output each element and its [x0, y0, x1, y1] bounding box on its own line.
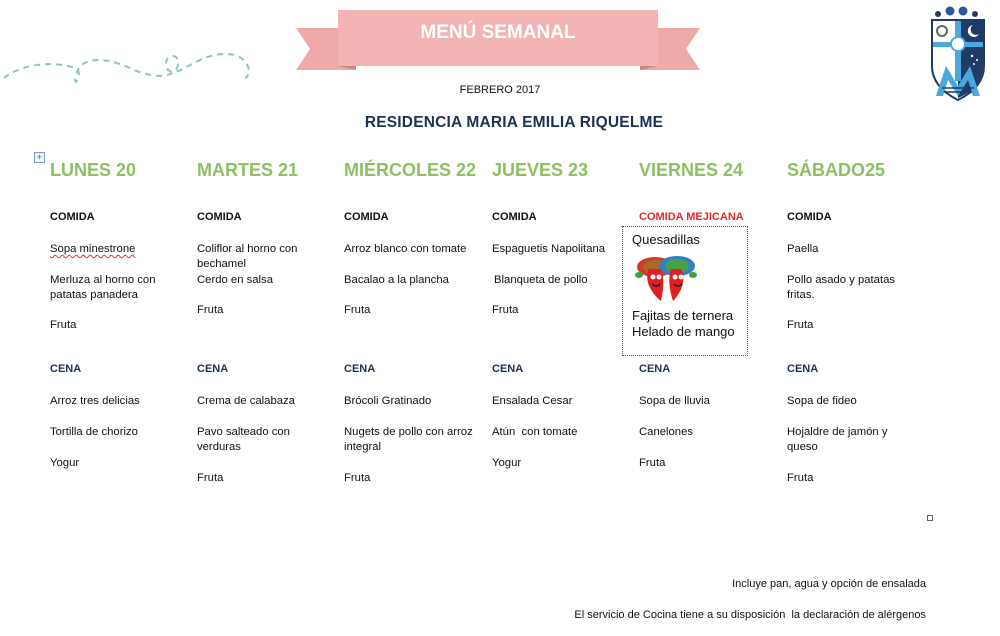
lunch-item: Fajitas de ternera [632, 308, 734, 323]
lunch-item: Fruta [344, 304, 371, 316]
school-crest-icon [928, 4, 988, 102]
lunch-item: Merluza al horno con patatas panadera [50, 274, 156, 301]
lunch-item: Fruta [492, 304, 519, 316]
lunch-item: Sopa minestrone [50, 243, 136, 255]
day-column-monday [50, 160, 190, 469]
lunch-label: COMIDA [344, 211, 389, 223]
dinner-label: CENA [639, 363, 671, 375]
dinner-item: Sopa de lluvia [639, 395, 710, 407]
day-title: LUNES 20 [50, 160, 137, 180]
dashed-squiggle-decoration [0, 20, 260, 90]
dinner-item: Crema de calabaza [197, 395, 295, 407]
day-column-saturday [787, 160, 927, 484]
lunch-item: Helado de mango [632, 324, 735, 339]
lunch-item: Arroz blanco con tomate [344, 243, 467, 255]
month-label: FEBRERO 2017 [459, 84, 541, 96]
mexican-menu-box [622, 226, 748, 356]
footer-note-includes: Incluye pan, agua y opción de ensalada [732, 578, 926, 590]
day-title: MARTES 21 [197, 160, 299, 180]
lunch-label-mexican: COMIDA MEJICANA [639, 211, 744, 223]
dinner-label: CENA [50, 363, 82, 375]
lunch-item: Fruta [50, 319, 77, 331]
residence-name: RESIDENCIA MARIA EMILIA RIQUELME [364, 114, 664, 131]
dinner-item: Yogur [492, 457, 522, 469]
dinner-label: CENA [787, 363, 819, 375]
lunch-label: COMIDA [197, 211, 242, 223]
day-title: SÁBADO25 [787, 160, 886, 180]
dinner-item: Fruta [639, 457, 666, 469]
dinner-item: Ensalada Cesar [492, 395, 573, 407]
dinner-item: Yogur [50, 457, 80, 469]
day-title: JUEVES 23 [492, 160, 589, 180]
lunch-item: Fruta [197, 304, 224, 316]
day-title: VIERNES 24 [639, 160, 744, 180]
dinner-label: CENA [344, 363, 376, 375]
lunch-item: Blanqueta de pollo [494, 274, 588, 286]
lunch-item: Espaguetis Napolitana [492, 243, 606, 255]
lunch-item: Cerdo en salsa [197, 274, 273, 286]
banner-title: MENÚ SEMANAL [420, 22, 576, 43]
dinner-item: Fruta [787, 472, 814, 484]
dinner-item: Atún con tomate [492, 426, 578, 438]
day-column-thursday [492, 160, 632, 469]
day-title: MIÉRCOLES 22 [344, 160, 477, 180]
lunch-item: Paella [787, 243, 819, 255]
lunch-item: Fruta [787, 319, 814, 331]
dinner-item: Hojaldre de jamón y queso [787, 426, 888, 453]
lunch-label: COMIDA [787, 211, 832, 223]
dinner-item: Fruta [197, 472, 224, 484]
chili-peppers-sombrero-icon [635, 251, 697, 303]
lunch-item: Bacalao a la plancha [344, 274, 449, 286]
lunch-item: Coliflor al horno con bechamel [197, 243, 298, 270]
resize-handle[interactable] [927, 515, 933, 521]
dinner-item: Brócoli Gratinado [344, 395, 432, 407]
dinner-item: Fruta [344, 472, 371, 484]
dinner-item: Canelones [639, 426, 694, 438]
lunch-item: Pollo asado y patatas fritas. [787, 274, 896, 301]
day-column-tuesday [197, 160, 337, 484]
lunch-label: COMIDA [50, 211, 95, 223]
footer-note-allergens: El servicio de Cocina tiene a su disposición la declaración de alérgenos [574, 609, 926, 621]
dinner-label: CENA [492, 363, 524, 375]
dinner-item: Pavo salteado con verduras [197, 426, 290, 453]
dinner-item: Sopa de fideo [787, 395, 857, 407]
day-column-wednesday [344, 160, 484, 484]
dinner-item: Nugets de pollo con arroz integral [344, 426, 473, 453]
table-move-handle-icon[interactable]: + [34, 152, 45, 163]
dinner-label: CENA [197, 363, 229, 375]
dinner-item: Tortilla de chorizo [50, 426, 138, 438]
lunch-label: COMIDA [492, 211, 537, 223]
dinner-item: Arroz tres delicias [50, 395, 140, 407]
lunch-item: Quesadillas [632, 232, 700, 247]
